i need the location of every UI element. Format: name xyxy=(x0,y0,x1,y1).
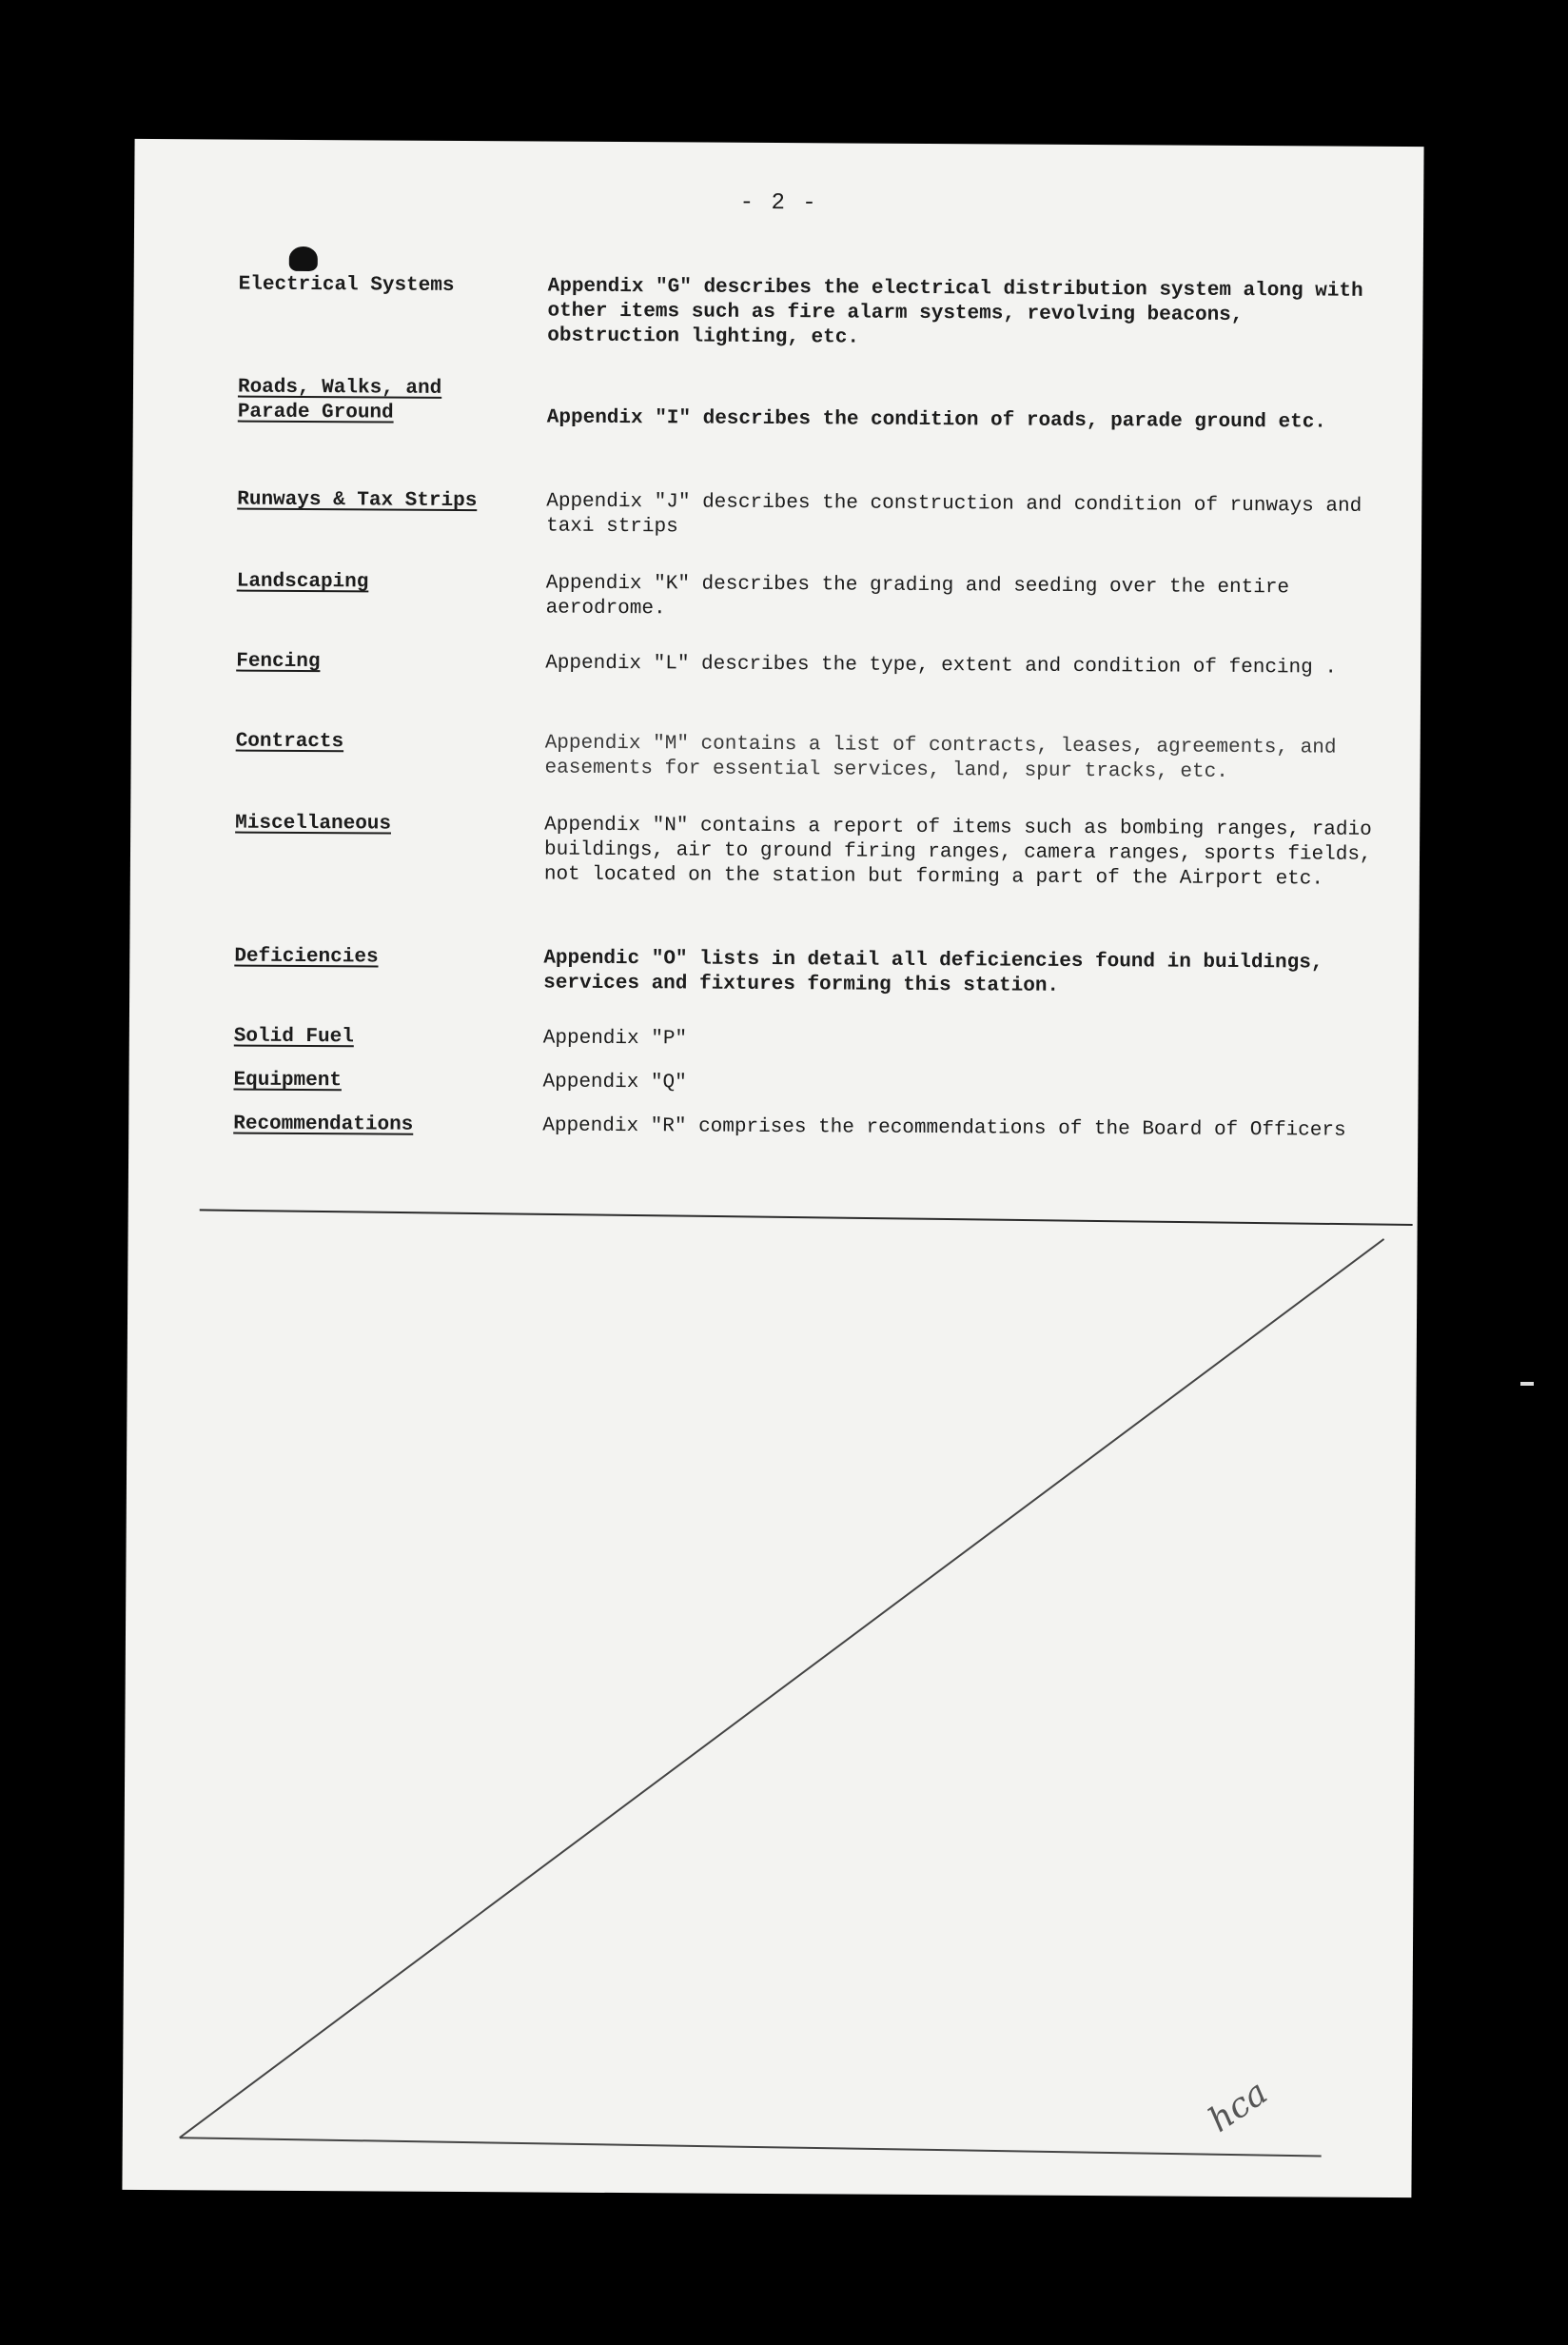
document-page xyxy=(122,139,1423,2197)
section-description: Appendix "P" xyxy=(542,1027,688,1051)
section-heading: Landscaping xyxy=(236,570,369,594)
section-heading: Runways & Tax Strips xyxy=(237,488,478,513)
section-description: Appendix "G" describes the electrical distribution system along with other items such as fire alarm systems, revolving beacons, obstruction lighting, etc. xyxy=(547,275,1363,349)
section-heading: Roads, Walks, and Parade Ground xyxy=(237,376,442,424)
section-description: Appendix "R" comprises the recommendations of the Board of Officers xyxy=(542,1114,1346,1142)
section-heading: Equipment xyxy=(233,1069,343,1093)
section-heading: Miscellaneous xyxy=(235,812,392,836)
section-heading: Fencing xyxy=(236,650,321,674)
cancel-diagonal-line xyxy=(122,139,1423,2197)
section-description: Appendix "Q" xyxy=(542,1071,687,1094)
section-description: Appendix "I" describes the condition of roads, parade ground etc. xyxy=(546,406,1327,434)
section-heading: Solid Fuel xyxy=(233,1025,354,1049)
section-description: Appendix "L" describes the type, extent and condition of fencing . xyxy=(545,652,1338,680)
scan-mark xyxy=(1520,1382,1534,1386)
section-heading: Recommendations xyxy=(233,1113,414,1136)
section-description: Appendix "M" contains a list of contracts, leases, agreements, and easements for essential services, land, spur tracks, etc. xyxy=(544,732,1337,783)
section-description: Appendix "K" describes the grading and seeding over the entire aerodrome. xyxy=(545,572,1290,621)
handwritten-initials: hca xyxy=(1202,2073,1275,2140)
page-number: - 2 - xyxy=(739,189,818,217)
section-heading: Deficiencies xyxy=(234,945,379,969)
section-description: Appendix "J" describes the construction and condition of runways and taxi strips xyxy=(546,490,1362,539)
section-heading: Electrical Systems xyxy=(238,273,455,297)
section-description: Appendix "N" contains a report of items such as bombing ranges, radio buildings, air to ground firing ranges, camera ranges, sports fields, not located on the station but forming a part of the Airport etc. xyxy=(543,814,1372,891)
section-description: Appendic "O" lists in detail all deficiencies found in buildings, services and fixtures forming this station. xyxy=(543,947,1323,997)
section-heading: Contracts xyxy=(235,730,344,754)
